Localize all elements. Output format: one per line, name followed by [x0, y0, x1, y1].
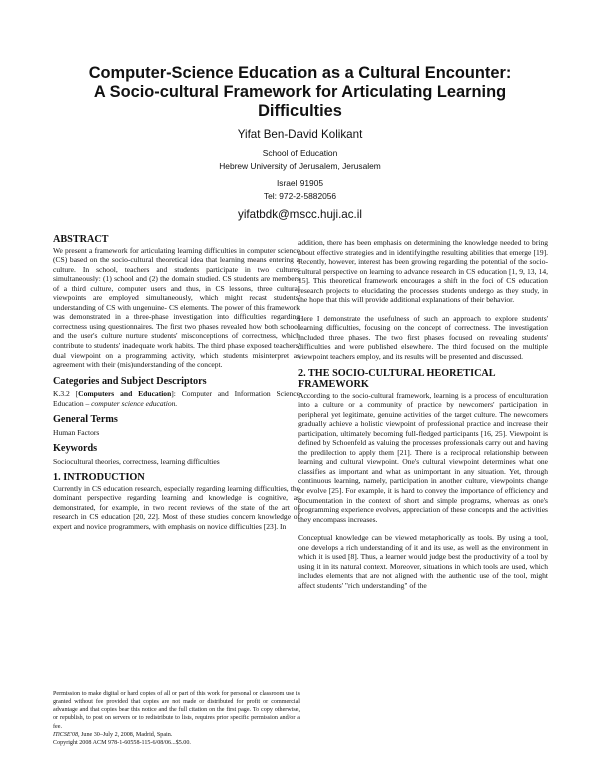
permission-notice	[53, 690, 300, 747]
right-column	[298, 238, 548, 591]
keywords-text: Sociocultural theories, correctness, learning difficulties	[53, 456, 220, 466]
intro-continued-text: addition, there has been emphasis on determining the knowledge needed to bring about effective strategies and in identifyingthe resulting abilities that emerge [19]. Recently, however, interest has been growing regarding the potential of the socio-cultural perspective on learning to advance research in CS education [1, 9, 13, 14, 15]. This theoretical framework encourages a shift in the foci of CS education research projects to elucidating the processes students undergo as they study, in the hope that this will provide additional explanations of their behavior.	[298, 238, 548, 305]
title-line-2: A Socio-cultural Framework for Articulating Learning	[93, 83, 507, 101]
abstract-heading: ABSTRACT	[53, 234, 109, 245]
affiliation-university: Hebrew University of Jerusalem, Jerusalem	[219, 160, 381, 171]
abstract-text: We present a framework for articulating learning difficulties in computer science (CS) based on the socio-cultural theoretical idea that learning means entering a culture. In school, teachers and students participate in two cultures simultaneously: (1) school and (2) the domain studied. CS students are members of a third culture, computer users and thus, in CS lessons, three cultural viewpoints are employed simultaneously, which might recast students' understanding of CS with ungenuine- CS elements. The power of this framework was demonstrated in a three-phase investigation into difficulties regarding correctness using questionnaires. The first two phases revealed how both school and the user's culture nurture students' misconceptions of correctness, which contribute to students' inadequate work habits. The third phase exposed teachers' dual viewpoint on a programming activity, which students misinterpret as agreement with their (mis)understanding of the concept.	[53, 245, 300, 370]
title-line-3: Difficulties	[258, 102, 342, 120]
introduction-text: Currently in CS education research, especially regarding learning difficulties, the dominant perspective regarding learning and knowledge is cognitive, as demonstrated, for example, in two recent reviews of the state of the art of research in CS education [20, 22]. Most of these studies concern knowledge of expert and novice programmers, with emphasis on novice difficulties [23]. In	[53, 483, 300, 531]
general-terms-heading: General Terms	[53, 414, 118, 426]
keywords-heading: Keywords	[53, 443, 98, 455]
general-terms-text: Human Factors	[53, 427, 100, 437]
section-2-heading: 2. THE SOCIO-CULTURAL HEORETICAL FRAMEWORK	[298, 367, 496, 391]
title-line-1: Computer-Science Education as a Cultural Encounter:	[88, 64, 512, 82]
section-2-paragraph-2: Conceptual knowledge can be viewed metaphorically as tools. By using a tool, one develops a rich understanding of it and its use, as well as the environment in which it is used [8]. Thus, a learner would judge best the productivity of a tool by using it in its natural context. Moreover, situations in which tools are used, which includes elements that are not aligned with the authentic use of the tool, might affect students' "rich understanding" of the	[298, 533, 548, 590]
copyright-line: Copyright 2008 ACM 978-1-60558-115-6/08/06...$5.00.	[53, 739, 191, 746]
author-name: Yifat Ben-David Kolikant	[237, 128, 363, 141]
section-2-paragraph-1: According to the socio-cultural framework, learning is a process of enculturation into a culture or a community of practice by newcomers' participation in peripheral yet legitimate, genuine activities of the target culture. The newcomers gradually achieve a holistic viewpoint of professional practice and increase their participation, ultimately becoming full-fledged participants [16, 25]. Viewpoint is defined by Schoenfeld as valuing the processes professionals carry out and having the predilection to apply them [21]. There is a reciprocal relationship between learning and cultural viewpoint. One's cultural viewpoint determines what one classifies as important and what as unimportant in any situation. Yet, through continuous learning, namely, participation in another culture, viewpoints change or evolve [25]. For example, it is hard to convey the importance of efficiency and documentation in the context of short and simple programs, whereas as one's programming experience evolves, appreciation of these concepts and the activities they encompass increases.	[298, 390, 548, 524]
intro-demonstration-text: Here I demonstrate the usefulness of such an approach to explore students' learning difficulties, focusing on the concept of correctness. The investigation included three phases. The two first phases focused on revealing students' difficulties and were published elsewhere. The third focused on the multiple viewpoint teachers employ, and its results will be presented and discussed.	[298, 313, 548, 362]
categories-text: K.3.2 [Computers and Education]: Computer and Information Science Education – computer science education.	[53, 389, 300, 408]
paper-title	[40, 64, 560, 121]
introduction-heading: 1. INTRODUCTION	[53, 472, 145, 484]
affiliation-postal: Israel 91905	[276, 178, 324, 188]
author-block	[40, 128, 560, 234]
affiliation-school: School of Education	[262, 148, 338, 158]
left-column	[53, 234, 300, 532]
author-email[interactable]: yifatbdk@mscc.huji.ac.il	[238, 208, 362, 221]
categories-heading: Categories and Subject Descriptors	[53, 375, 207, 387]
permission-text: Permission to make digital or hard copies of all or part of this work for personal or classroom use is granted without fee provided that copies are not made or distributed for profit or commercial advantage and that copies bear this notice and the full citation on the first page. To copy otherwise, or republish, to post on servers or to redistribute to lists, requires prior specific permission and/or a fee.	[53, 691, 300, 730]
affiliation-phone: Tel: 972-2-5882056	[263, 190, 337, 201]
venue-line: ITiCSE'08, June 30–July 2, 2008, Madrid, Spain.	[53, 731, 173, 738]
